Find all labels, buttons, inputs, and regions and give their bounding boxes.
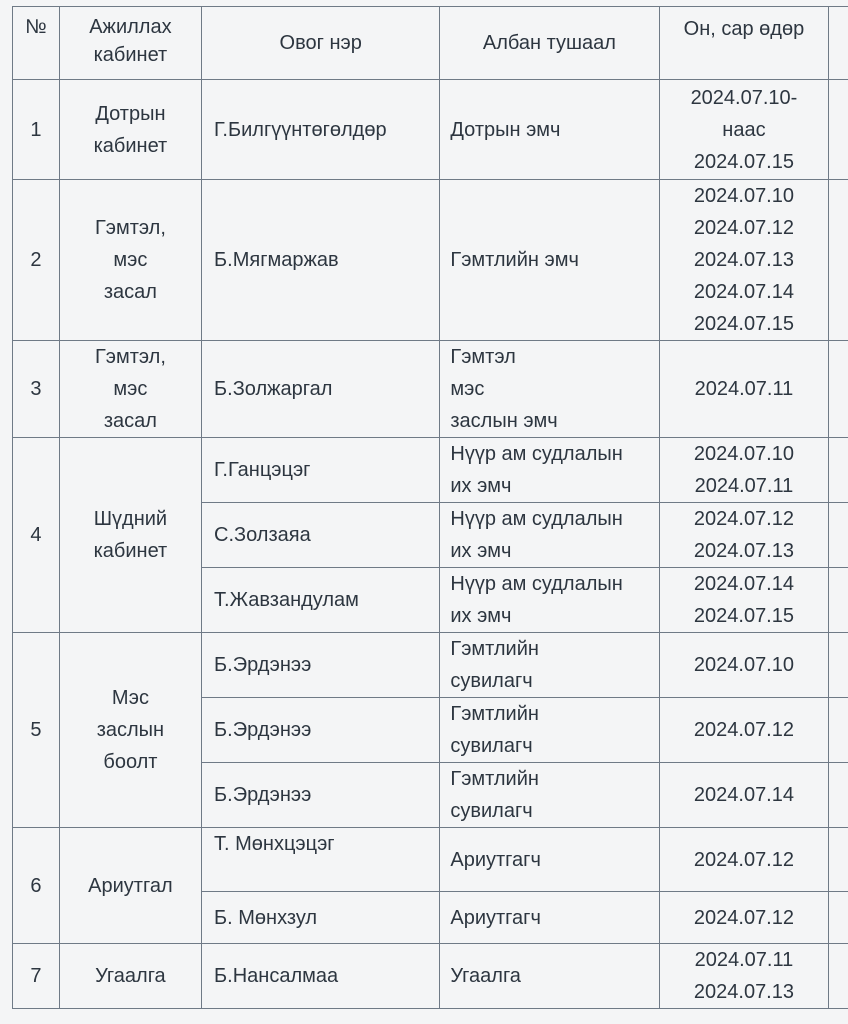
date-line: 2024.07.15: [693, 150, 794, 173]
cabinet-line: кабинет: [93, 134, 168, 157]
date-cell: [659, 341, 829, 438]
employee-name: Г.Ганцэцэг: [202, 438, 440, 503]
employee-name: Г.Билгүүнтөгөлдөр: [202, 80, 440, 180]
row-number: 3: [13, 341, 60, 438]
position-cell: [440, 180, 659, 341]
extra-column-cell: [829, 341, 848, 438]
position-line: Гэмтлийн: [450, 768, 539, 790]
position-cell: [440, 80, 659, 180]
date-cell: [659, 763, 829, 828]
date-cell: [659, 180, 829, 341]
row-number: 6: [13, 828, 60, 944]
position-cell: [440, 944, 659, 1009]
date-cell: [659, 828, 829, 892]
position-cell: [440, 568, 659, 633]
employee-name: Т. Мөнхцэцэг: [202, 828, 440, 892]
date-line: 2024.07.12: [693, 217, 794, 239]
date-line: 2024.07.13: [693, 249, 794, 271]
position-line: их эмч: [450, 605, 512, 627]
cabinet-line: засал: [103, 281, 157, 303]
date-line: 2024.07.12: [693, 508, 794, 530]
date-line: 2024.07.14: [693, 281, 794, 303]
extra-column-cell: [829, 828, 848, 892]
position-line: Нүүр ам судлалын: [450, 443, 623, 465]
extra-column-cell: [829, 633, 848, 698]
position-cell: [440, 438, 659, 503]
employee-name: Б.Эрдэнээ: [202, 763, 440, 828]
position-line: Ариутгагч: [450, 848, 541, 871]
date-cell: [659, 698, 829, 763]
cabinet-line: Ариутгал: [88, 874, 173, 897]
position-cell: [440, 892, 659, 944]
header-row: [13, 7, 848, 80]
cabinet-line: боолт: [103, 751, 158, 773]
position-line: их эмч: [450, 475, 512, 497]
duty-schedule-table: [12, 6, 848, 1009]
header-date: Он, сар өдөр: [659, 7, 829, 80]
position-cell: [440, 698, 659, 763]
date-cell: [659, 438, 829, 503]
date-line: 2024.07.12: [693, 906, 794, 929]
extra-column-cell: [829, 763, 848, 828]
table-row: [13, 180, 848, 341]
row-number: 7: [13, 944, 60, 1009]
cabinet-cell: [59, 80, 201, 180]
position-line: Гэмтлийн: [450, 703, 539, 725]
extra-column-cell: [829, 568, 848, 633]
employee-name: Т.Жавзандулам: [202, 568, 440, 633]
date-line: 2024.07.15: [693, 313, 794, 335]
date-cell: [659, 944, 829, 1009]
position-cell: [440, 828, 659, 892]
table-row: [13, 438, 848, 503]
employee-name: Б.Нансалмаа: [202, 944, 440, 1009]
position-line: сувилагч: [450, 670, 533, 692]
row-number: 4: [13, 438, 60, 633]
row-number: 1: [13, 80, 60, 180]
date-line: 2024.07.11: [694, 475, 794, 497]
date-cell: [659, 568, 829, 633]
position-line: Гэмтлийн эмч: [450, 249, 579, 271]
cabinet-line: мэс: [113, 378, 148, 400]
extra-column-cell: [829, 80, 848, 180]
position-line: сувилагч: [450, 800, 533, 822]
position-line: Нүүр ам судлалын: [450, 573, 623, 595]
cabinet-cell: [59, 828, 201, 944]
date-line: 2024.07.11: [694, 949, 794, 971]
cabinet-line: Гэмтэл,: [94, 346, 166, 368]
table-row: [13, 944, 848, 1009]
cabinet-line: засал: [103, 410, 157, 432]
date-line: 2024.07.10: [693, 185, 794, 207]
date-cell: [659, 892, 829, 944]
table-row: [13, 633, 848, 698]
header-cabinet: Ажиллах кабинет: [59, 7, 201, 80]
position-line: Угаалга: [450, 965, 521, 987]
employee-name: Б.Мягмаржав: [202, 180, 440, 341]
header-name: Овог нэр: [202, 7, 440, 80]
date-line: наас: [722, 118, 766, 141]
cabinet-line: Шүдний: [93, 508, 168, 530]
header-position: Албан тушаал: [440, 7, 659, 80]
position-line: сувилагч: [450, 735, 533, 757]
cabinet-line: Мэс: [111, 687, 149, 709]
employee-name: Б. Мөнхзул: [202, 892, 440, 944]
position-line: заслын эмч: [450, 410, 558, 432]
employee-name: Б.Эрдэнээ: [202, 633, 440, 698]
cabinet-cell: [59, 180, 201, 341]
table-row: [13, 828, 848, 892]
date-line: 2024.07.10-: [690, 86, 798, 109]
date-line: 2024.07.12: [693, 719, 794, 741]
position-line: Ариутгагч: [450, 906, 541, 929]
cabinet-line: кабинет: [93, 540, 168, 562]
extra-column-cell: [829, 438, 848, 503]
extra-column-cell: [829, 892, 848, 944]
date-line: 2024.07.13: [693, 540, 794, 562]
extra-column-cell: [829, 698, 848, 763]
table-body: [13, 80, 848, 1009]
extra-column-cell: [829, 180, 848, 341]
position-line: Дотрын эмч: [450, 118, 561, 141]
date-line: 2024.07.14: [693, 573, 794, 595]
position-cell: [440, 341, 659, 438]
cabinet-line: Угаалга: [95, 965, 166, 987]
date-line: 2024.07.12: [693, 848, 794, 871]
position-cell: [440, 763, 659, 828]
table-row: [13, 80, 848, 180]
header-extra-column: [829, 7, 848, 80]
cabinet-cell: [59, 944, 201, 1009]
cabinet-line: заслын: [96, 719, 165, 741]
employee-name: Б.Золжаргал: [202, 341, 440, 438]
cabinet-cell: [59, 438, 201, 633]
position-line: Гэмтлийн: [450, 638, 539, 660]
position-cell: [440, 633, 659, 698]
date-cell: [659, 633, 829, 698]
cabinet-line: Гэмтэл,: [94, 217, 166, 239]
position-cell: [440, 503, 659, 568]
extra-column-cell: [829, 503, 848, 568]
employee-name: С.Золзаяа: [202, 503, 440, 568]
date-cell: [659, 80, 829, 180]
cabinet-line: мэс: [113, 249, 148, 271]
position-line: Гэмтэл мэс: [450, 346, 516, 400]
date-line: 2024.07.11: [694, 378, 794, 400]
header-number: №: [13, 7, 60, 80]
cabinet-cell: [59, 341, 201, 438]
position-line: их эмч: [450, 540, 512, 562]
cabinet-line: Дотрын: [95, 102, 166, 125]
date-line: 2024.07.14: [693, 784, 794, 806]
date-line: 2024.07.10: [693, 443, 794, 465]
table-row: [13, 341, 848, 438]
employee-name: Б.Эрдэнээ: [202, 698, 440, 763]
date-cell: [659, 503, 829, 568]
date-line: 2024.07.13: [693, 981, 794, 1003]
row-number: 5: [13, 633, 60, 828]
row-number: 2: [13, 180, 60, 341]
date-line: 2024.07.15: [693, 605, 794, 627]
position-line: Нүүр ам судлалын: [450, 508, 623, 530]
cabinet-cell: [59, 633, 201, 828]
extra-column-cell: [829, 944, 848, 1009]
date-line: 2024.07.10: [693, 654, 794, 676]
